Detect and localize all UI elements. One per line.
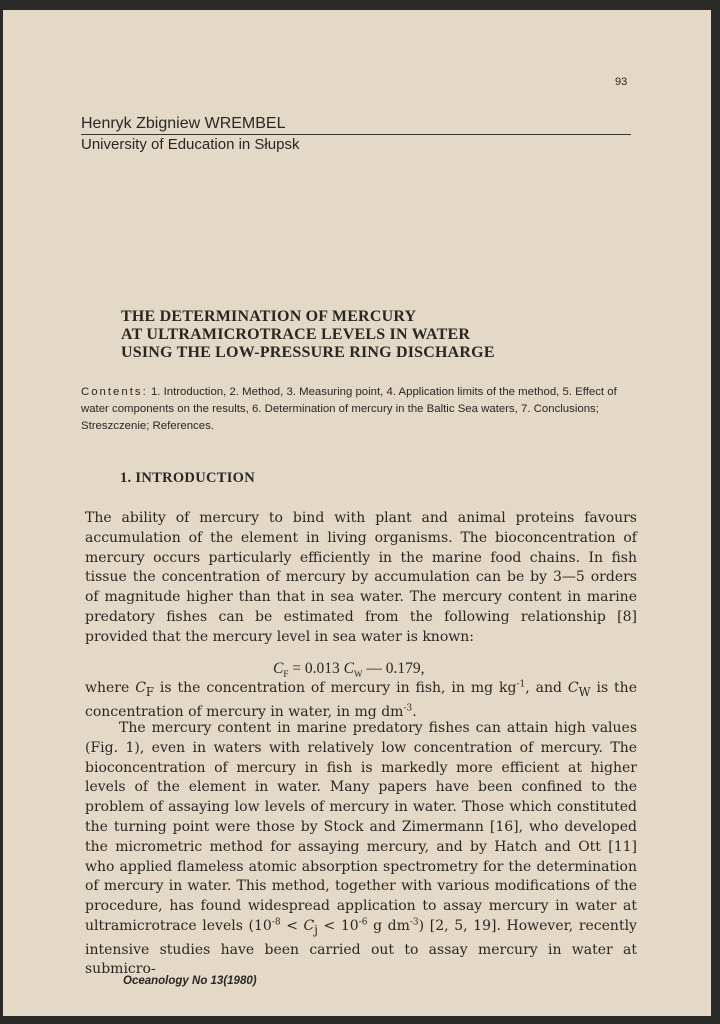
math-superscript: -1: [516, 679, 526, 690]
text-run: is the concentration of mercury in water, in mg dm: [85, 680, 637, 720]
text-run: < 10: [317, 917, 359, 934]
formula-text: — 0.179,: [362, 660, 425, 677]
paragraph-1: [85, 509, 637, 648]
journal-footer: Oceanology No 13(1980): [123, 975, 257, 987]
contents-text: 1. Introduction, 2. Method, 3. Measuring point, 4. Application limits of the method, 5. Effect of water components on the results, 6. Determination of mercury in the Baltic Sea waters, 7. Conclusions; Streszczenie; References.: [81, 386, 617, 432]
title-line: USING THE LOW-PRESSURE RING DISCHARGE: [121, 344, 495, 361]
formula-text: = 0.013: [288, 660, 344, 677]
article-title: [121, 308, 495, 362]
math-superscript: -3: [409, 917, 419, 928]
paragraph-3: [85, 719, 637, 980]
paragraph-2: [85, 679, 637, 722]
journal-page: [3, 10, 711, 1016]
paragraph-text: [85, 719, 637, 980]
math-symbol: C: [567, 680, 579, 696]
contents-label: Contents:: [81, 386, 148, 398]
math-superscript: -8: [271, 917, 281, 928]
math-superscript: -3: [403, 702, 413, 713]
author-name: Henryk Zbigniew WREMBEL: [81, 115, 631, 135]
page-number: 93: [615, 76, 628, 88]
formula-subscript: W: [353, 669, 363, 680]
paragraph-text: [85, 679, 637, 722]
text-run: .: [412, 703, 417, 720]
text-run: The mercury content in marine predatory fishes can attain high values (Fig. 1), even in waters with relatively low concentration of mercury. The bioconcentration of mercury in fish is markedly more efficient at higher levels of the element in water. Many papers have been confined to the problem of assaying low levels of mercury in water. Those which constituted the turning point were those by Stock and Zimermann [16], who developed the micrometric method for assaying mercury, and by Hatch and Ott [11] who applied flameless atomic absorption spectrometry for the determination of mercury in water. This method, together with various modifications of the procedure, has found widespread application to assay mercury in water at ultramicrotrace levels (10: [85, 720, 637, 934]
title-line: AT ULTRAMICROTRACE LEVELS IN WATER: [121, 326, 471, 343]
text-run: ) [2, 5, 19]. However, recently intensive studies have been carried out to assay mercury in water at submicro-: [85, 917, 637, 978]
section-heading: 1. INTRODUCTION: [120, 470, 256, 486]
math-symbol: C: [135, 680, 146, 696]
author-affiliation: University of Education in Słupsk: [81, 136, 300, 153]
formula-symbol: C: [343, 660, 354, 677]
text-run: , and: [525, 680, 568, 696]
formula: [273, 660, 424, 679]
paragraph-text: The ability of mercury to bind with plant and animal proteins favours accumulation of the element in living organisms. The bioconcentration of mercury occurs particularly efficiently in the marine food chains. In fish tissue the concentration of mercury by accumulation can be by 3—5 orders of magnitude higher than that in sea water. The mercury content in marine predatory fishes can be estimated from the following relationship [8] provided that the mercury level in sea water is known:: [85, 510, 637, 645]
text-run: <: [280, 917, 304, 934]
math-subscript: F: [145, 684, 154, 699]
title-line: THE DETERMINATION OF MERCURY: [121, 308, 417, 325]
math-subscript: W: [578, 684, 591, 699]
math-subscript: j: [314, 922, 318, 937]
text-run: where: [85, 680, 136, 696]
text-run: is the concentration of mercury in fish, in mg kg: [154, 680, 517, 696]
formula-symbol: C: [273, 660, 284, 677]
math-symbol: C: [303, 917, 315, 934]
formula-subscript: F: [283, 669, 289, 680]
text-run: g dm: [367, 917, 410, 934]
contents-block: [81, 384, 637, 435]
math-superscript: -6: [358, 917, 368, 928]
